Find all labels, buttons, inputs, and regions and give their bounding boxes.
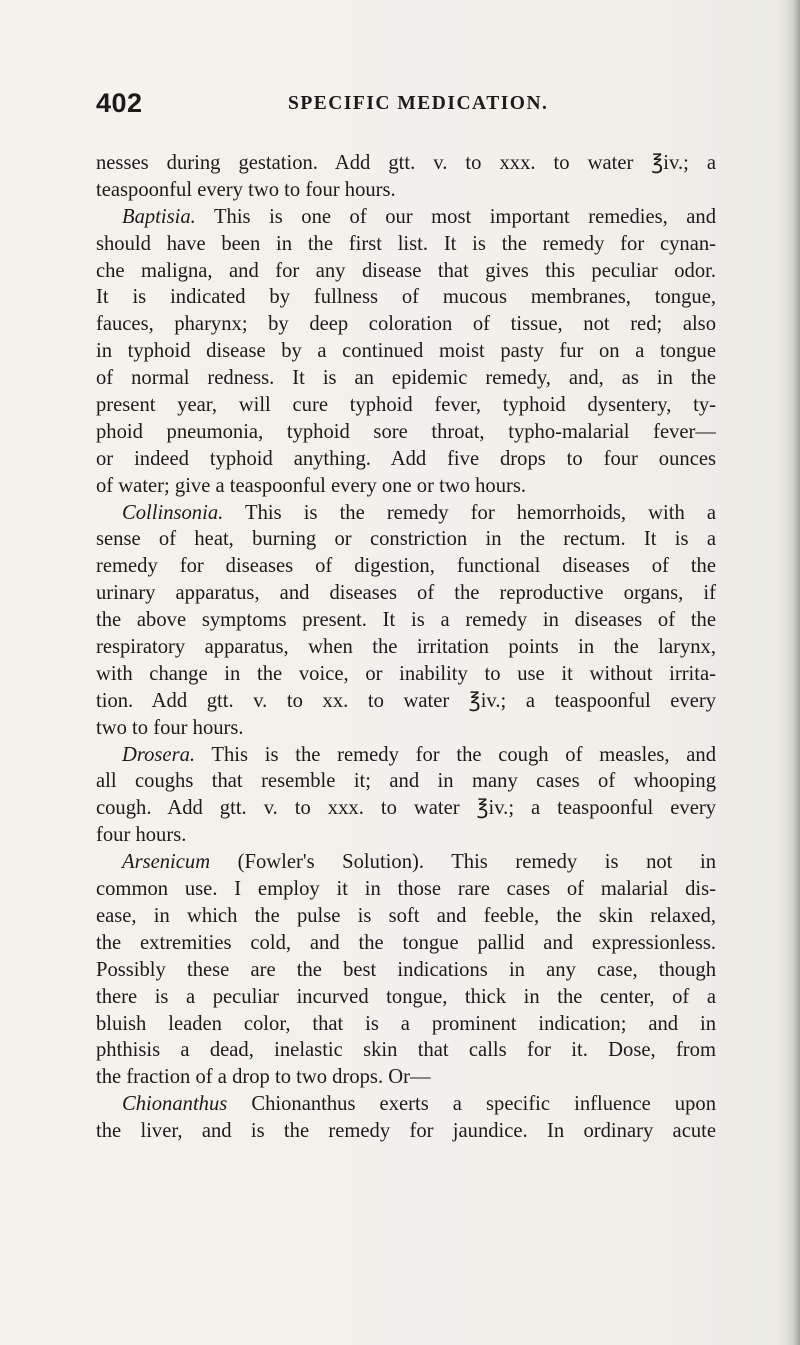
text-line: che maligna, and for any disease that gives this peculiar odor. <box>96 259 716 282</box>
text-line: phoid pneumonia, typhoid sore throat, typho-malarial fever— <box>96 420 716 443</box>
text-line: This is the remedy for hemorrhoids, with a <box>245 501 716 524</box>
text-line: cough. Add gtt. v. to xxx. to water ℥iv.; a teaspoonful every <box>96 797 716 820</box>
text-line: all coughs that resemble it; and in many cases of whooping <box>96 770 716 793</box>
text-line: should have been in the first list. It is the remedy for cynan- <box>96 232 716 255</box>
term-arsenicum: Arsenicum <box>122 851 211 874</box>
page-number: 402 <box>96 88 143 118</box>
term-chionanthus: Chionanthus <box>122 1093 228 1116</box>
text-line: fauces, pharynx; by deep coloration of tissue, not red; also <box>96 313 716 336</box>
page-edge-shadow <box>786 0 800 1345</box>
text-line: ease, in which the pulse is soft and feeble, the skin relaxed, <box>96 904 716 927</box>
text-line: This is the remedy for the cough of measles, and <box>211 743 717 766</box>
text-line: in typhoid disease by a continued moist pasty fur on a tongue <box>96 340 716 363</box>
paragraph-baptisia <box>96 204 716 231</box>
text-line: the above symptoms present. It is a remedy in diseases of the <box>96 609 716 632</box>
text-line: of normal redness. It is an epidemic remedy, and, as in the <box>96 367 716 390</box>
paragraph-chionanthus <box>96 1091 716 1118</box>
text-line: four hours. <box>96 824 187 847</box>
text-line: bluish leaden color, that is a prominent indication; and in <box>96 1012 716 1035</box>
text-line: teaspoonful every two to four hours. <box>96 178 396 201</box>
text-line: the extremities cold, and the tongue pallid and expressionless. <box>96 931 716 954</box>
text-line: It is indicated by fullness of mucous membranes, tongue, <box>96 286 716 309</box>
text-line: the liver, and is the remedy for jaundice. In ordinary acute <box>96 1120 716 1143</box>
text-line: of water; give a teaspoonful every one or two hours. <box>96 474 527 497</box>
text-line: two to four hours. <box>96 716 244 739</box>
body-text <box>96 150 716 1145</box>
term-drosera: Drosera. <box>122 743 196 766</box>
text-line: (Fowler's Solution). This remedy is not in <box>237 851 716 874</box>
term-baptisia: Baptisia. <box>122 205 196 228</box>
paragraph-drosera <box>96 742 716 769</box>
text-line: respiratory apparatus, when the irritation points in the larynx, <box>96 636 716 659</box>
text-line: urinary apparatus, and diseases of the reproductive organs, if <box>96 582 716 605</box>
text-line: tion. Add gtt. v. to xx. to water ℥iv.; a teaspoonful every <box>96 689 716 712</box>
paragraph-arsenicum <box>96 849 716 876</box>
text-line: Possibly these are the best indications in any case, though <box>96 958 716 981</box>
text-line: nesses during gestation. Add gtt. v. to xxx. to water ℥iv.; a <box>96 152 716 174</box>
text-line: or indeed typhoid anything. Add five drops to four ounces <box>96 447 716 470</box>
text-line: with change in the voice, or inability to use it without irrita- <box>96 662 716 685</box>
text-line: sense of heat, burning or constriction in the rectum. It is a <box>96 528 716 551</box>
text-line: This is one of our most important remedies, and <box>213 205 716 228</box>
text-line: the fraction of a drop to two drops. Or— <box>96 1066 431 1089</box>
text-line: there is a peculiar incurved tongue, thick in the center, of a <box>96 985 716 1008</box>
page-header <box>0 88 800 122</box>
text-line: remedy for diseases of digestion, functional diseases of the <box>96 555 716 578</box>
paragraph-collinsonia <box>96 500 716 527</box>
running-head: SPECIFIC MEDICATION. <box>288 93 549 114</box>
text-line: phthisis a dead, inelastic skin that calls for it. Dose, from <box>96 1039 716 1062</box>
text-line: common use. I employ it in those rare cases of malarial dis- <box>96 878 716 901</box>
text-line: Chionanthus exerts a specific influence upon <box>251 1093 716 1116</box>
text-line: present year, will cure typhoid fever, typhoid dysentery, ty- <box>96 394 716 417</box>
term-collinsonia: Collinsonia. <box>122 501 224 524</box>
